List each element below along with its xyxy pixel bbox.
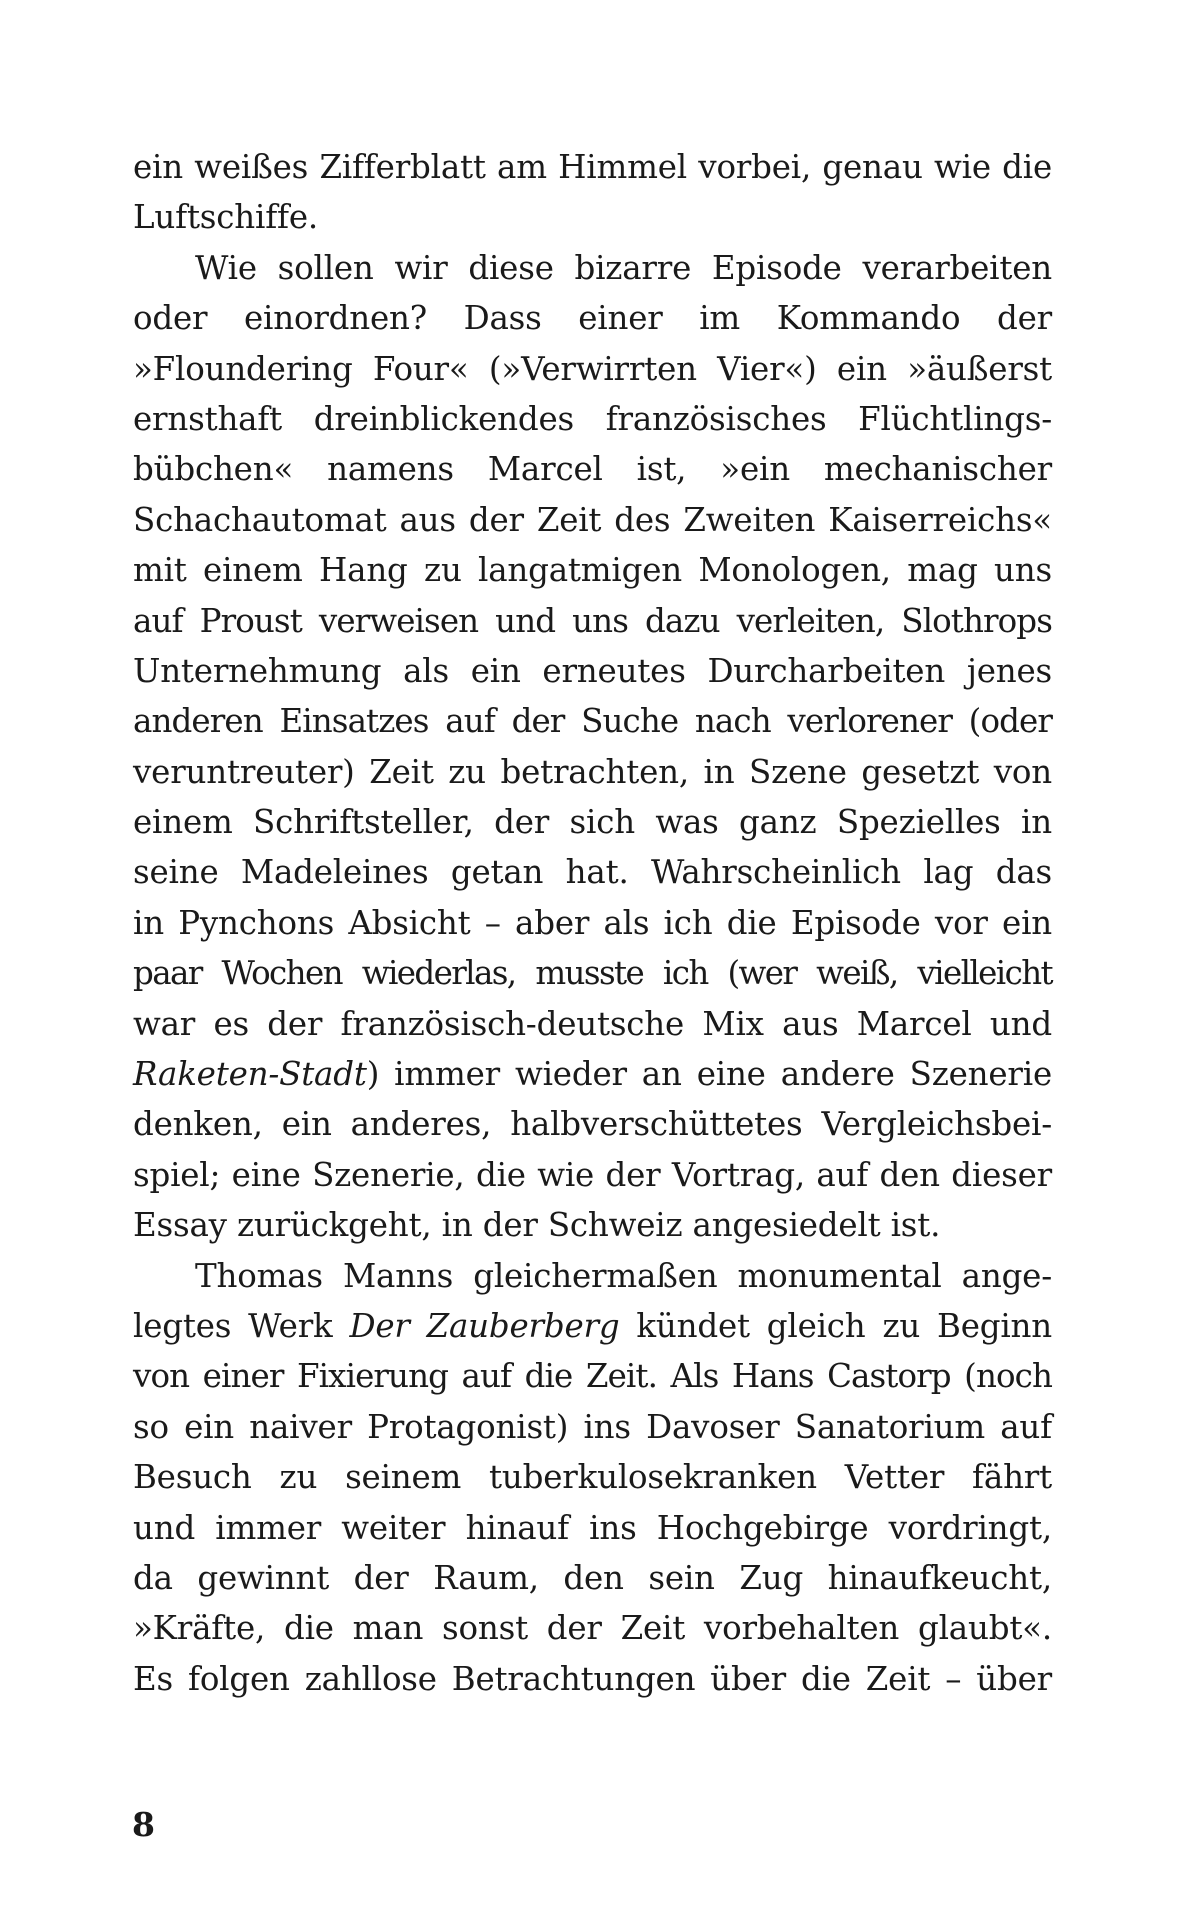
text-line: Schachautomat aus der Zeit des Zweiten Kaiserreichs«	[133, 500, 1052, 539]
text-line: anderen Einsatzes auf der Suche nach verlorener (oder	[133, 702, 1052, 741]
text-line: denken, ein anderes, halbverschüttetes Vergleichsbei-	[133, 1105, 1052, 1144]
text-line: Essay zurückgeht, in der Schweiz angesiedelt ist.	[133, 1206, 941, 1245]
text-span: kündet gleich zu Beginn	[619, 1306, 1052, 1345]
text-line: da gewinnt der Raum, den sein Zug hinaufkeucht,	[133, 1558, 1052, 1597]
text-span: legtes Werk	[133, 1306, 350, 1345]
text-line: Luftschiffe.	[133, 198, 319, 237]
text-line: bübchen« namens Marcel ist, »ein mechanischer	[133, 450, 1052, 489]
book-title-italic: Der Zauberberg	[349, 1306, 620, 1345]
text-line: in Pynchons Absicht – aber als ich die Episode vor ein	[133, 903, 1052, 942]
text-line: so ein naiver Protagonist) ins Davoser Sanatorium auf	[133, 1407, 1052, 1446]
text-line: einem Schriftsteller, der sich was ganz Spezielles in	[133, 803, 1052, 842]
text-line	[133, 1049, 1052, 1099]
text-line: oder einordnen? Dass einer im Kommando der	[133, 299, 1052, 338]
text-line: paar Wochen wiederlas, musste ich (wer weiß, vielleicht	[133, 954, 1052, 993]
text-line: Es folgen zahllose Betrachtungen über die Zeit – über	[133, 1659, 1052, 1698]
text-span: ) immer wieder an eine andere Szenerie	[366, 1055, 1052, 1094]
text-line: Besuch zu seinem tuberkulosekranken Vetter fährt	[133, 1458, 1052, 1497]
book-title-italic: Raketen-Stadt	[133, 1055, 367, 1094]
paragraph-start-line: Wie sollen wir diese bizarre Episode verarbeiten	[195, 248, 1052, 287]
text-line: ein weißes Zifferblatt am Himmel vorbei, genau wie die	[133, 148, 1052, 186]
text-line: und immer weiter hinauf ins Hochgebirge vordringt,	[133, 1508, 1052, 1547]
body-text	[133, 142, 1052, 1704]
text-line: war es der französisch-deutsche Mix aus Marcel und	[133, 1004, 1052, 1043]
text-line	[133, 1301, 1052, 1351]
paragraph-start-line: Thomas Manns gleichermaßen monumental ange-	[195, 1256, 1052, 1295]
text-line: spiel; eine Szenerie, die wie der Vortrag, auf den dieser	[133, 1155, 1052, 1194]
text-line: mit einem Hang zu langatmigen Monologen, mag uns	[133, 551, 1052, 590]
text-line: von einer Fixierung auf die Zeit. Als Hans Castorp (noch	[133, 1357, 1052, 1396]
text-line: »Kräfte, die man sonst der Zeit vorbehalten glaubt«.	[133, 1609, 1052, 1648]
text-line: ernsthaft dreinblickendes französisches Flüchtlings-	[133, 399, 1052, 438]
text-line: veruntreuter) Zeit zu betrachten, in Szene gesetzt von	[133, 752, 1052, 791]
text-line: auf Proust verweisen und uns dazu verleiten, Slothrops	[133, 601, 1052, 640]
page-number: 8	[132, 1805, 155, 1844]
text-line: »Floundering Four« (»Verwirrten Vier«) ein »äußerst	[133, 349, 1052, 388]
text-line: Unternehmung als ein erneutes Durcharbeiten jenes	[133, 651, 1052, 690]
text-line: seine Madeleines getan hat. Wahrscheinlich lag das	[133, 853, 1052, 892]
